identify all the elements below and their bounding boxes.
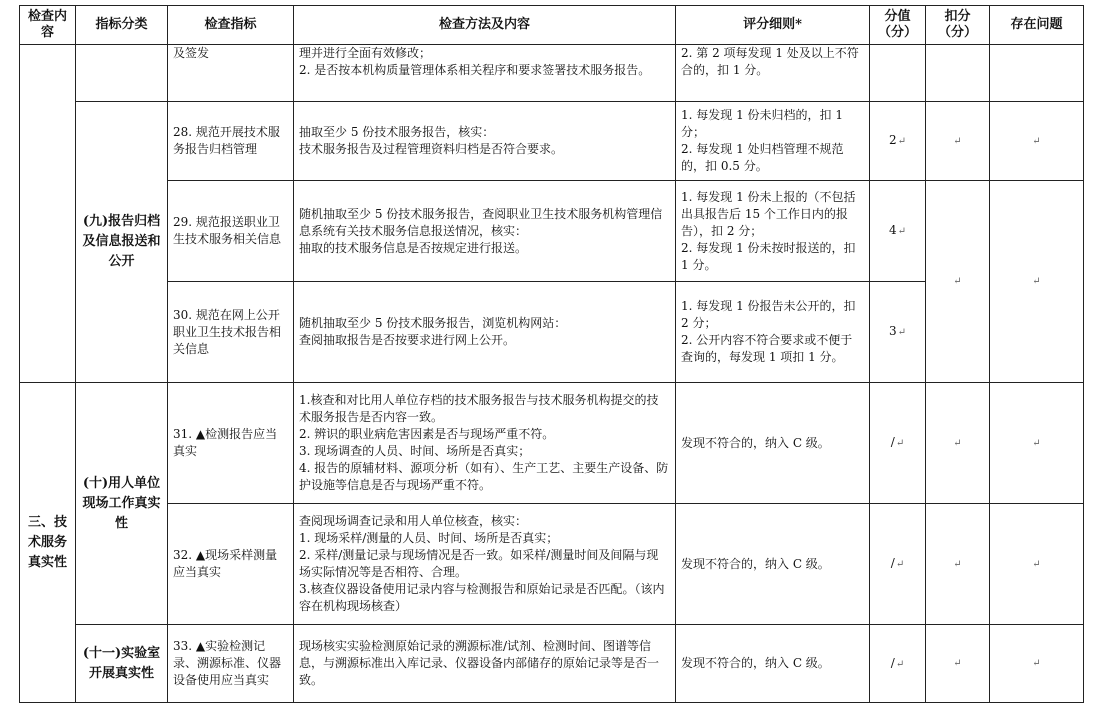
method-cell: 随机抽取至少 5 份技术服务报告，查阅职业卫生技术服务机构管理信息系统有关技术服务信息报送情况，核实： 抽取的技术服务信息是否按规定进行报送。 [294, 181, 676, 282]
method-cell: 理并进行全面有效修改； 2. 是否按本机构质量管理体系相关程序和要求签署技术服务报告。 [294, 45, 676, 102]
rule-cell: 2. 第 2 项每发现 1 处及以上不符合的，扣 1 分。 [676, 45, 870, 102]
inspection-table [19, 5, 1084, 703]
header-inspection-content: 检查内容 [20, 6, 76, 45]
rule-cell: 1. 每发现 1 份未上报的（不包括出具报告后 15 个工作日内的报告），扣 2 分； 2. 每发现 1 份未按时报送的，扣 1 分。 [676, 181, 870, 282]
header-score: 分值（分） [870, 6, 926, 45]
header-deduction: 扣分（分） [926, 6, 990, 45]
table-row [20, 102, 1084, 181]
method-cell: 随机抽取至少 5 份技术服务报告，浏览机构网站： 查阅抽取报告是否按要求进行网上公开。 [294, 282, 676, 383]
indicator-cell: 及签发 [168, 45, 294, 102]
header-problems: 存在问题 [990, 6, 1084, 45]
table-row [20, 282, 1084, 383]
category-cell: (十)用人单位现场工作真实性 [76, 383, 168, 625]
indicator-cell: 33. ▲实验检测记录、溯源标准、仪器设备使用应当真实 [168, 625, 294, 703]
category-cell: (十一)实验室开展真实性 [76, 625, 168, 703]
rule-cell: 1. 每发现 1 份未归档的，扣 1 分； 2. 每发现 1 处归档管理不规范的，扣 0.5 分。 [676, 102, 870, 181]
header-method: 检查方法及内容 [294, 6, 676, 45]
table-row [20, 181, 1084, 282]
section-cell-empty [20, 45, 76, 383]
deduct-cell: ↵ [926, 383, 990, 504]
table-row [20, 504, 1084, 625]
category-cell-empty [76, 45, 168, 102]
rule-cell: 发现不符合的，纳入 C 级。 [676, 504, 870, 625]
score-cell: 2↵ [870, 102, 926, 181]
section-cell: 三、技术服务真实性 [20, 383, 76, 703]
score-cell: 3↵ [870, 282, 926, 383]
method-cell: 查阅现场调查记录和用人单位核查，核实： 1. 现场采样/测量的人员、时间、场所是否真实； 2. 采样/测量记录与现场情况是否一致。如采样/测量时间及间隔与现场实际情况等是否相符、合理。 3.核查仪器设备使用记录内容与检测报告和原始记录是否匹配。（该内容在机构现场核查） [294, 504, 676, 625]
table-row [20, 625, 1084, 703]
method-cell: 抽取至少 5 份技术服务报告，核实： 技术服务报告及过程管理资料归档是否符合要求。 [294, 102, 676, 181]
score-cell: /↵ [870, 625, 926, 703]
rule-cell: 发现不符合的，纳入 C 级。 [676, 383, 870, 504]
problem-cell: ↵ [990, 181, 1084, 383]
score-cell [870, 45, 926, 102]
method-cell: 现场核实实验检测原始记录的溯源标准/试剂、检测时间、图谱等信息，与溯源标准出入库记录、仪器设备内部储存的原始记录等是否一致。 [294, 625, 676, 703]
category-cell: (九)报告归档及信息报送和公开 [76, 102, 168, 383]
indicator-cell: 30. 规范在网上公开职业卫生技术报告相关信息 [168, 282, 294, 383]
table-row [20, 383, 1084, 504]
rule-cell: 发现不符合的，纳入 C 级。 [676, 625, 870, 703]
header-indicator: 检查指标 [168, 6, 294, 45]
problem-cell: ↵ [990, 625, 1084, 703]
deduct-cell: ↵ [926, 102, 990, 181]
table-row [20, 45, 1084, 102]
indicator-cell: 28. 规范开展技术服务报告归档管理 [168, 102, 294, 181]
problem-cell: ↵ [990, 504, 1084, 625]
score-cell: /↵ [870, 504, 926, 625]
score-cell: /↵ [870, 383, 926, 504]
deduct-cell: ↵ [926, 504, 990, 625]
indicator-cell: 29. 规范报送职业卫生技术服务相关信息 [168, 181, 294, 282]
method-cell: 1.核查和对比用人单位存档的技术服务报告与技术服务机构提交的技术服务报告是否内容一致。 2. 辨识的职业病危害因素是否与现场严重不符。 3. 现场调查的人员、时间、场所是否真实； 4. 报告的原辅材料、源项分析（如有）、生产工艺、主要生产设备、防护设施等信息是否与现场严重不符。 [294, 383, 676, 504]
indicator-cell: 31. ▲检测报告应当真实 [168, 383, 294, 504]
score-cell: 4↵ [870, 181, 926, 282]
deduct-cell [926, 45, 990, 102]
problem-cell: ↵ [990, 102, 1084, 181]
problem-cell [990, 45, 1084, 102]
problem-cell: ↵ [990, 383, 1084, 504]
header-scoring-rules: 评分细则* [676, 6, 870, 45]
deduct-cell: ↵ [926, 181, 990, 383]
deduct-cell: ↵ [926, 625, 990, 703]
indicator-cell: 32. ▲现场采样测量应当真实 [168, 504, 294, 625]
rule-cell: 1. 每发现 1 份报告未公开的，扣 2 分； 2. 公开内容不符合要求或不便于查询的，每发现 1 项扣 1 分。 [676, 282, 870, 383]
header-row [20, 6, 1084, 45]
header-indicator-category: 指标分类 [76, 6, 168, 45]
